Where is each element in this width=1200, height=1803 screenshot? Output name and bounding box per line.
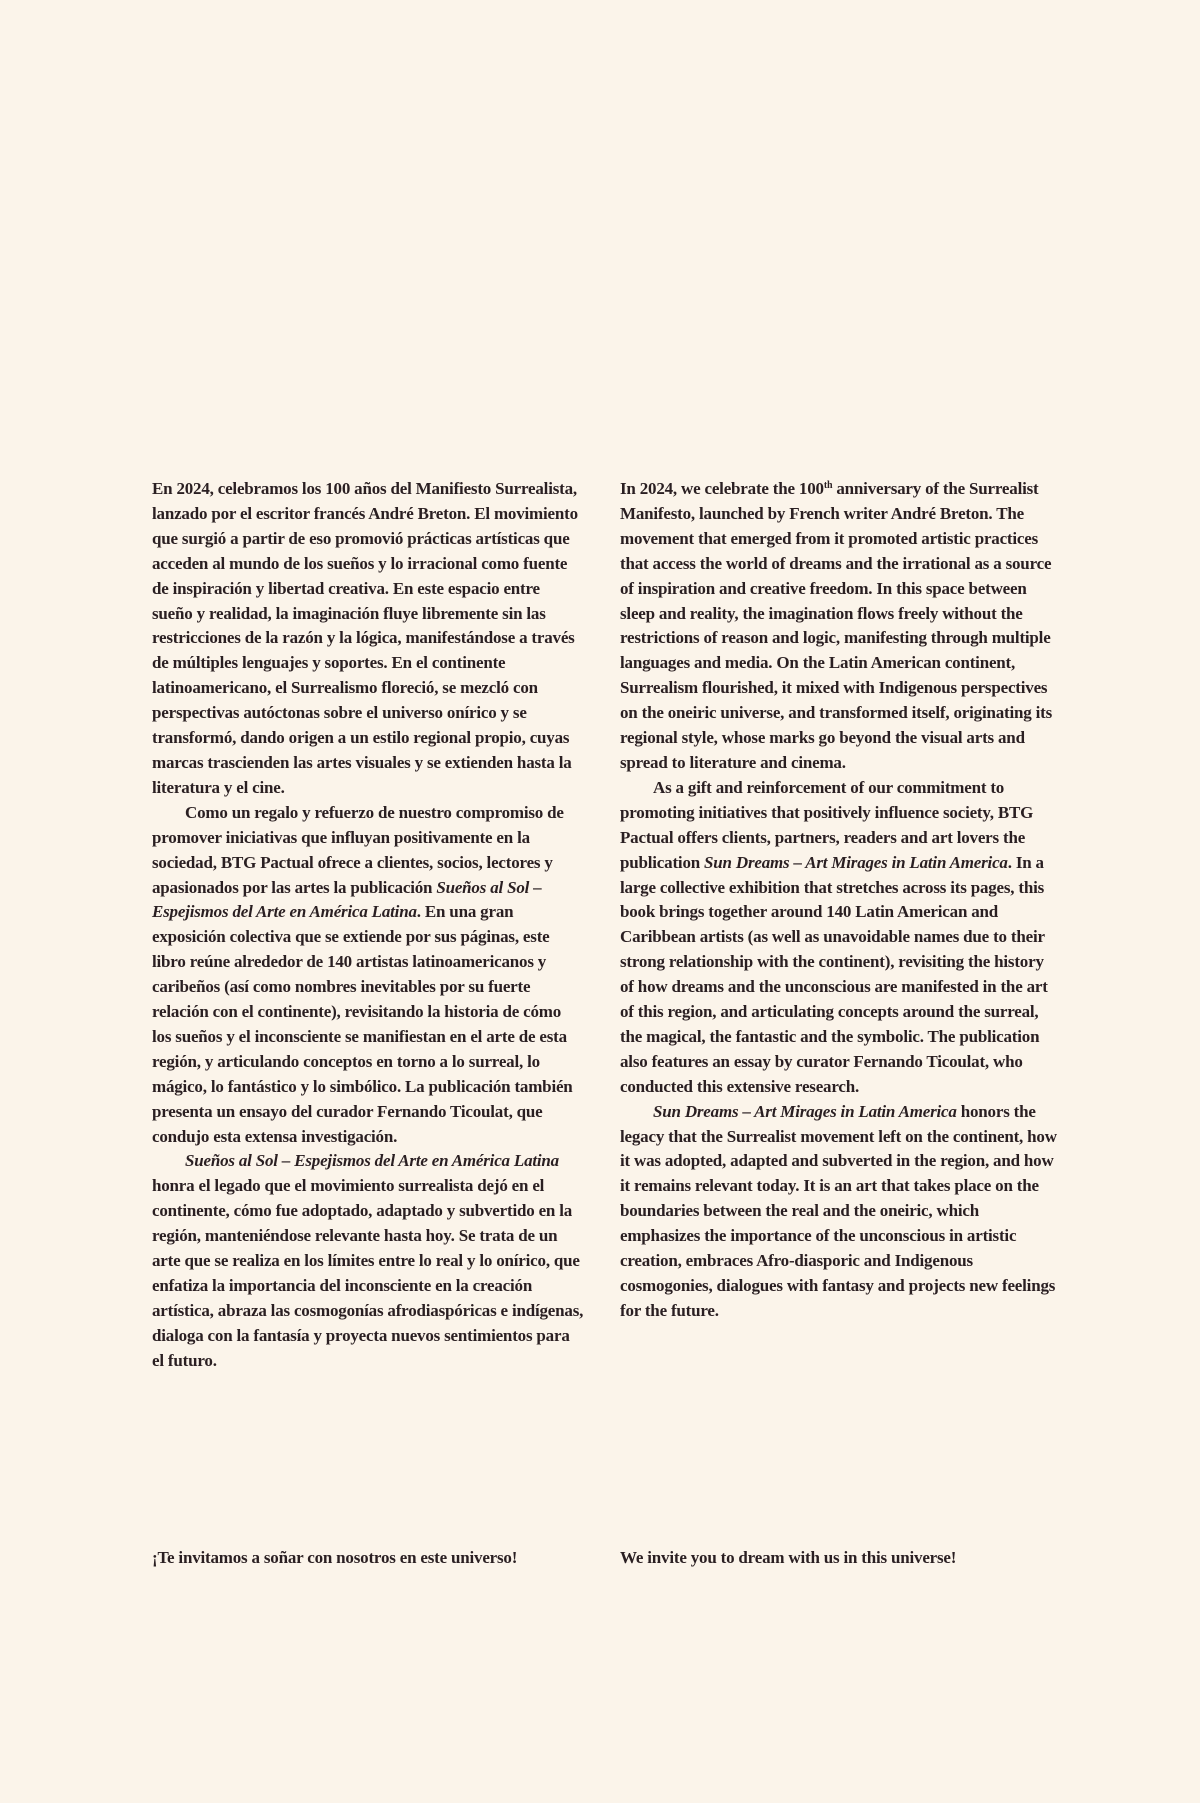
english-book-title-2: Sun Dreams – Art Mirages in Latin America: [653, 1101, 957, 1121]
spanish-paragraph-1: En 2024, celebramos los 100 años del Manifiesto Surrealista, lanzado por el escritor francés André Breton. El movimiento que surgió a partir de eso promovió prácticas artísticas que acceden al mundo de los sueños y lo irracional como fuente de inspiración y libertad creativa. En este espacio entre sueño y realidad, la imaginación fluye libremente sin las restricciones de la razón y la lógica, manifestándose a través de múltiples lenguajes y soportes. En el continente latinoamericano, el Surrealismo floreció, se mezcló con perspectivas autóctonas sobre el universo onírico y se transformó, dando origen a un estilo regional propio, cuyas marcas trascienden las artes visuales y se extienden hasta la literatura y el cine.: [152, 479, 578, 797]
spanish-paragraph-3: [152, 1149, 584, 1373]
ordinal-suffix: th: [823, 480, 833, 491]
spanish-book-title: Sueños al Sol – Espejismos del Arte en América Latina: [152, 877, 542, 922]
english-paragraph-1-body: anniversary of the Surrealist Manifesto, launched by French writer André Breton. The movement that emerged from it promoted artistic practices that access the world of dreams and the irrational as a source of inspiration and creative freedom. In this space between sleep and reality, the imagination flows freely without the restrictions of reason and logic, manifesting through multiple languages and media. On the Latin American continent, Surrealism flourished, it mixed with Indigenous perspectives on the oneiric universe, and transformed itself, originating its regional style, whose marks go beyond the visual arts and spread to literature and cinema.: [620, 479, 1053, 772]
spanish-book-title-2: Sueños al Sol – Espejismos del Arte en América Latina: [185, 1151, 559, 1171]
english-paragraph-1-start: In 2024, we celebrate the 100: [620, 479, 824, 498]
english-paragraph-2-body: . In a large collective exhibition that stretches across its pages, this book brings together around 140 Latin American and Caribbean artists (as well as unavoidable names due to their strong relationship with the continent), revisiting the history of how dreams and the unconscious are manifested in the art of this region, and articulating concepts around the surreal, the magical, the fantastic and the symbolic. The publication also features an essay by curator Fernando Ticoulat, who conducted this extensive research.: [620, 852, 1048, 1096]
spanish-paragraph-3-body: honra el legado que el movimiento surrealista dejó en el continente, cómo fue adoptado, adaptado y subvertido en la región, manteniéndose relevante hasta hoy. Se trata de un arte que se realiza en los límites entre lo real y lo onírico, que enfatiza la importancia del inconsciente en la creación artística, abraza las cosmogonías afrodiaspóricas e indígenas, dialoga con la fantasía y proyecta nuevos sentimientos para el futuro.: [152, 1176, 584, 1370]
english-paragraph-1: [620, 477, 1060, 776]
english-invitation: We invite you to dream with us in this universe!: [620, 1548, 957, 1567]
english-paragraph-3: [620, 1100, 1060, 1324]
english-text-column: [620, 477, 1060, 1324]
spanish-paragraph-2: [152, 801, 584, 1150]
english-book-title: Sun Dreams – Art Mirages in Latin America: [704, 852, 1008, 872]
english-paragraph-2-intro: As a gift and reinforcement of our commitment to promoting initiatives that positively influence society, BTG Pactual offers clients, partners, readers and art lovers the publication: [620, 777, 1034, 872]
spanish-paragraph-2-intro: Como un regalo y refuerzo de nuestro compromiso de promover iniciativas que influyan positivamente en la sociedad, BTG Pactual ofrece a clientes, socios, lectores y apasionados por las artes la publicación: [152, 802, 564, 897]
spanish-text-column: [152, 477, 584, 1374]
spanish-paragraph-2-body: . En una gran exposición colectiva que se extiende por sus páginas, este libro reúne alrededor de 140 artistas latinoamericanos y caribeños (así como nombres inevitables por su fuerte relación con el continente), revisitando la historia de cómo los sueños y el inconsciente se manifiestan en el arte de esta región, y articulando conceptos en torno a lo surreal, lo mágico, lo fantástico y lo simbólico. La publicación también presenta un ensayo del curador Fernando Ticoulat, que condujo esta extensa investigación.: [152, 902, 573, 1146]
english-paragraph-2: [620, 776, 1060, 1100]
spanish-invitation: ¡Te invitamos a soñar con nosotros en este universo!: [152, 1548, 518, 1567]
english-paragraph-3-body: honors the legacy that the Surrealist movement left on the continent, how it was adopted, adapted and subverted in the region, and how it remains relevant today. It is an art that takes place on the boundaries between the real and the oneiric, which emphasizes the importance of the unconscious in artistic creation, embraces Afro-diasporic and Indigenous cosmogonies, dialogues with fantasy and projects new feelings for the future.: [620, 1101, 1057, 1320]
